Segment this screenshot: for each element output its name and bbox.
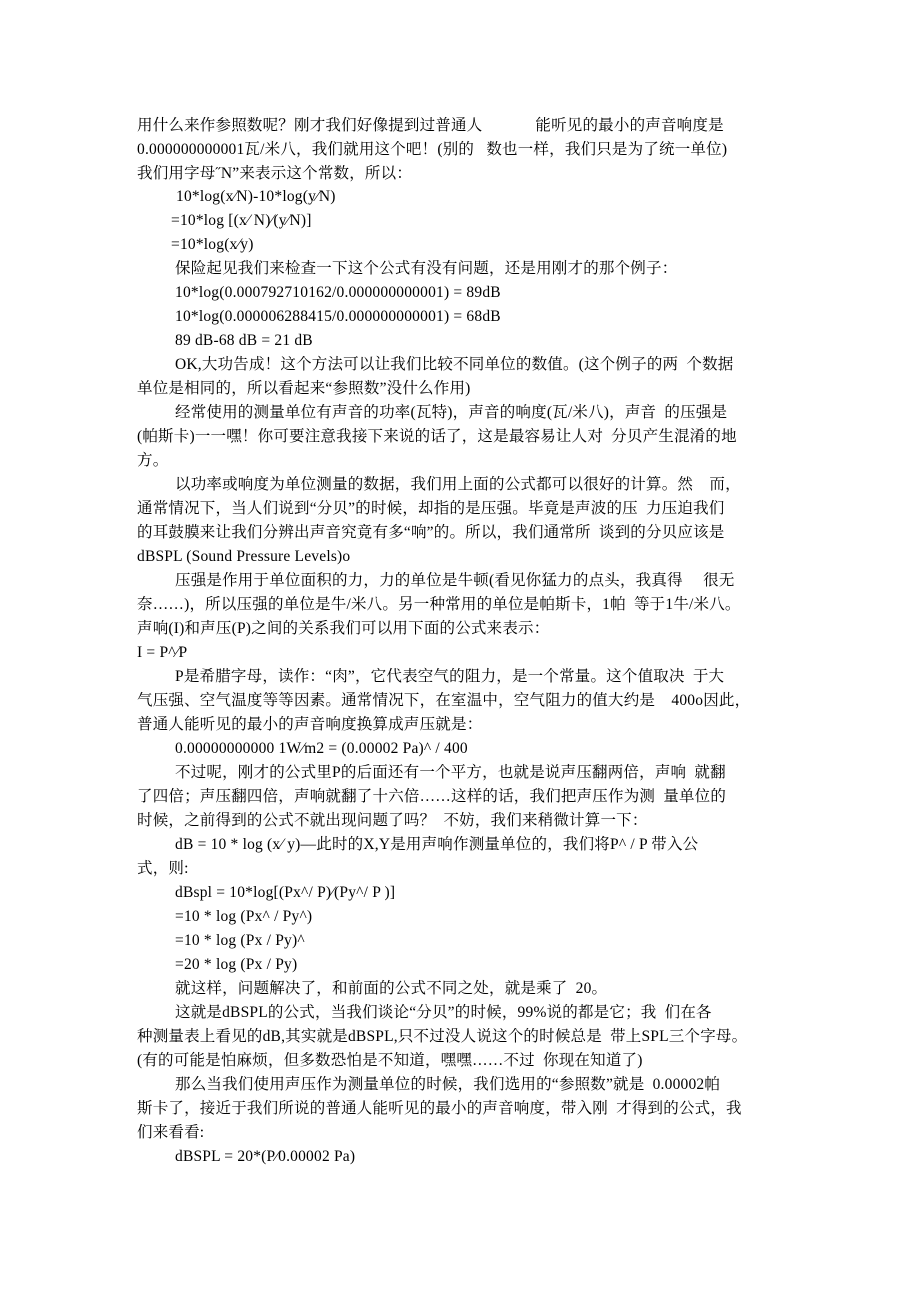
formula-line: 10*log(0.000792710162/0.000000000001) = 89dB	[175, 284, 501, 301]
text-line: 通常情况下，当人们说到“分贝”的时候，却指的是压强。毕竟是声波的压 力压迫我们	[137, 500, 725, 517]
text-line: 用什么来作参照数呢？刚才我们好像提到过普通人 能听见的最小的声音响度是	[137, 117, 724, 134]
formula-line: 10*log(0.000006288415/0.000000000001) = 68dB	[175, 308, 501, 325]
text-line: 声响(I)和声压(P)之间的关系我们可以用下面的公式来表示：	[137, 620, 550, 637]
text-line: 不过呢，刚才的公式里P的后面还有一个平方，也就是说声压翻两倍，声响 就翻	[175, 764, 726, 781]
text-line: 那么当我们使用声压作为测量单位的时候，我们选用的“参照数”就是 0.00002帕	[175, 1076, 721, 1093]
formula-line: I = P^⁄P	[137, 644, 188, 661]
text-line: 以功率或响度为单位测量的数据，我们用上面的公式都可以很好的计算。然 而，	[175, 476, 741, 493]
text-line: 0.000000000001瓦/米八，我们就用这个吧！(别的 数也一样，我们只是为了统一单位)	[137, 141, 728, 158]
text-line: (有的可能是怕麻烦，但多数恐怕是不知道，嘿嘿……不过 你现在知道了)	[137, 1052, 643, 1069]
text-line: 式，则:	[137, 860, 189, 877]
text-line: 的耳鼓膜来让我们分辨出声音究竟有多“响”的。所以，我们通常所 谈到的分贝应该是	[137, 524, 725, 541]
formula-line: dBSPL = 20*(P⁄0.00002 Pa)	[175, 1148, 356, 1165]
text-line: 这就是dBSPL的公式，当我们谈论“分贝”的时候，99%说的都是它；我 们在各	[175, 1004, 712, 1021]
formula-line: dBspl = 10*log[(Px^/ P)⁄(Py^/ P )]	[175, 884, 396, 901]
text-line: 方。	[137, 452, 169, 469]
formula-line: =10*log(x⁄y)	[171, 236, 254, 253]
text-line: 斯卡了，接近于我们所说的普通人能听见的最小的声音响度，带入刚 才得到的公式，我	[137, 1100, 742, 1117]
text-line: 我们用字母˝N”来表示这个常数，所以：	[137, 165, 413, 182]
formula-line: =10*log [(x⁄ N)⁄(y⁄N)]	[171, 212, 312, 229]
formula-line: 10*log(x⁄N)-10*log(y⁄N)	[176, 188, 336, 205]
text-line: 们来看看:	[137, 1124, 205, 1141]
formula-line: =20 * log (Px / Py)	[175, 956, 298, 973]
text-line: 了四倍；声压翻四倍，声响就翻了十六倍……这样的话，我们把声压作为测 量单位的	[137, 788, 727, 805]
text-line: (帕斯卡)一一嘿！你可要注意我接下来说的话了，这是最容易让人对 分贝产生混淆的地	[137, 428, 737, 445]
text-line: 气压强、空气温度等等因素。通常情况下，在室温中，空气阻力的值大约是 400o因此，	[137, 692, 751, 709]
formula-line: 0.00000000000 1W⁄m2 = (0.00002 Pa)^ / 400	[175, 740, 468, 757]
formula-line: =10 * log (Px / Py)^	[175, 932, 305, 949]
text-line: 普通人能听见的最小的声音响度换算成声压就是：	[137, 716, 483, 733]
text-line: 压强是作用于单位面积的力，力的单位是牛顿(看见你猛力的点头，我真得 很无	[175, 572, 735, 589]
text-line: 奈……)，所以压强的单位是牛/米八。另一种常用的单位是帕斯卡，1帕 等于1牛/米八。	[137, 596, 741, 613]
text-line: OK,大功告成！这个方法可以让我们比较不同单位的数值。(这个例子的两 个数据	[175, 356, 734, 373]
text-line: 种测量表上看见的dB,其实就是dBSPL,只不过没人说这个的时候总是 带上SPL三个字母。	[137, 1028, 748, 1045]
text-line: P是希腊字母，读作：“肉”，它代表空气的阻力，是一个常量。这个值取决 于大	[175, 668, 725, 685]
text-line: 保险起见我们来检查一下这个公式有没有问题，还是用刚才的那个例子：	[175, 260, 678, 277]
formula-line: =10 * log (Px^ / Py^)	[175, 908, 313, 925]
text-line: 单位是相同的，所以看起来“参照数”没什么作用)	[137, 380, 471, 397]
text-line: 就这样，问题解决了，和前面的公式不同之处，就是乘了 20。	[175, 980, 608, 997]
text-line: 经常使用的测量单位有声音的功率(瓦特)，声音的响度(瓦/米八)，声音 的压强是	[175, 404, 728, 421]
text-line: 时候，之前得到的公式不就出现问题了吗？ 不妨，我们来稍微计算一下：	[137, 812, 648, 829]
formula-line: 89 dB-68 dB = 21 dB	[175, 332, 313, 349]
text-line: dB = 10 * log (x⁄ y)—此时的X,Y是用声响作测量单位的，我们将P^ / P 带入公	[175, 836, 699, 853]
text-line: dBSPL (Sound Pressure Levels)o	[137, 548, 351, 565]
